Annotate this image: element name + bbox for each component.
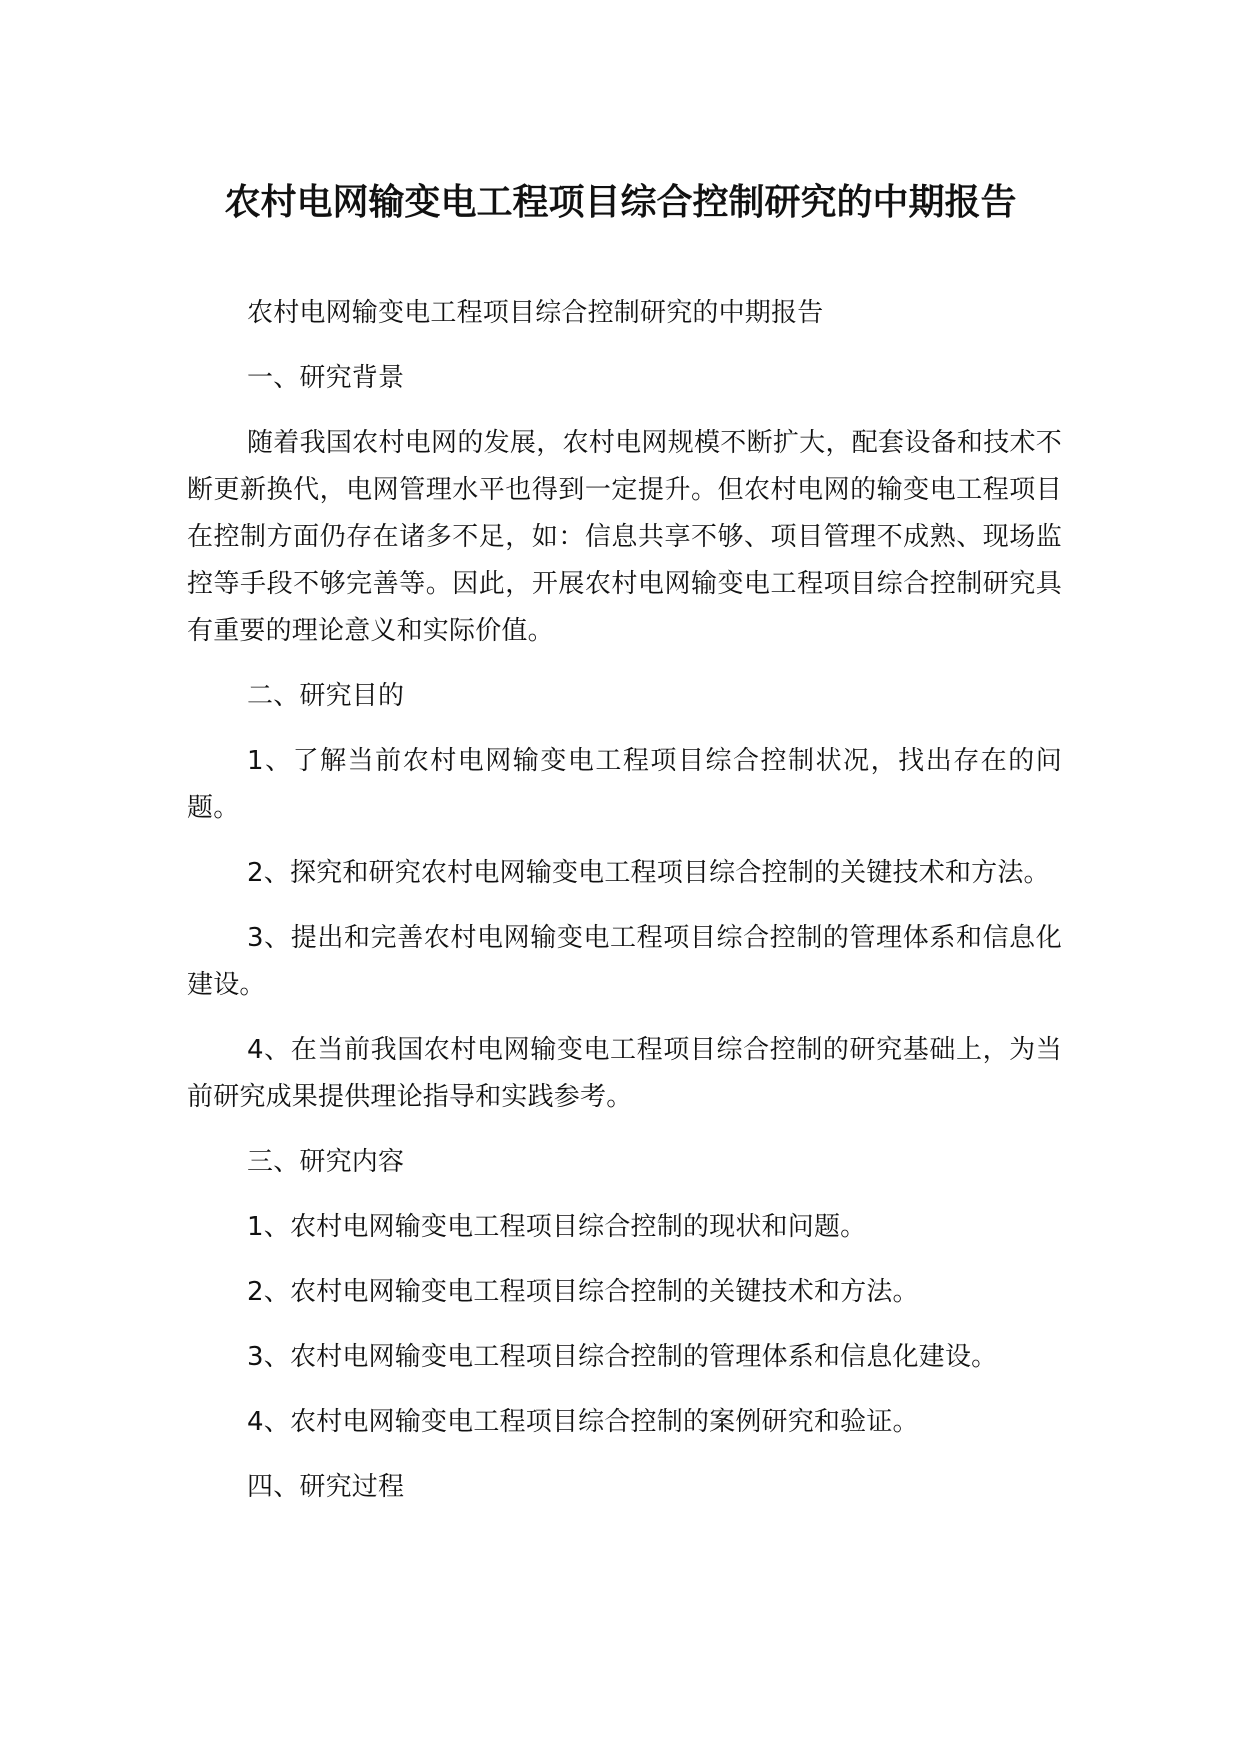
section-heading-background: 一、研究背景 — [247, 363, 405, 393]
list-item-purpose-3: 3、提出和完善农村电网输变电工程项目综合控制的管理体系和信息化建设。 — [187, 923, 1062, 1000]
list-item-content-2: 2、农村电网输变电工程项目综合控制的关键技术和方法。 — [247, 1277, 919, 1307]
list-item-purpose-2: 2、探究和研究农村电网输变电工程项目综合控制的关键技术和方法。 — [247, 858, 1050, 888]
list-item-content-3: 3、农村电网输变电工程项目综合控制的管理体系和信息化建设。 — [247, 1342, 998, 1372]
paragraph-subtitle: 农村电网输变电工程项目综合控制研究的中期报告 — [247, 298, 824, 328]
section-heading-process: 四、研究过程 — [247, 1472, 405, 1502]
list-item-purpose-1: 1、了解当前农村电网输变电工程项目综合控制状况，找出存在的问题。 — [187, 746, 1062, 823]
list-item-purpose-4: 4、在当前我国农村电网输变电工程项目综合控制的研究基础上，为当前研究成果提供理论指导和实践参考。 — [187, 1035, 1062, 1112]
section-heading-content: 三、研究内容 — [247, 1147, 405, 1177]
paragraph-background: 随着我国农村电网的发展，农村电网规模不断扩大，配套设备和技术不断更新换代，电网管理水平也得到一定提升。但农村电网的输变电工程项目在控制方面仍存在诸多不足，如：信息共享不够、项目管理不成熟、现场监控等手段不够完善等。因此，开展农村电网输变电工程项目综合控制研究具有重要的理论意义和实际价值。 — [187, 428, 1062, 646]
list-item-content-1: 1、农村电网输变电工程项目综合控制的现状和问题。 — [247, 1212, 867, 1242]
document-title: 农村电网输变电工程项目综合控制研究的中期报告 — [224, 182, 1017, 223]
list-item-content-4: 4、农村电网输变电工程项目综合控制的案例研究和验证。 — [247, 1407, 919, 1437]
document-body — [187, 290, 1062, 1529]
section-heading-purpose: 二、研究目的 — [247, 681, 405, 711]
